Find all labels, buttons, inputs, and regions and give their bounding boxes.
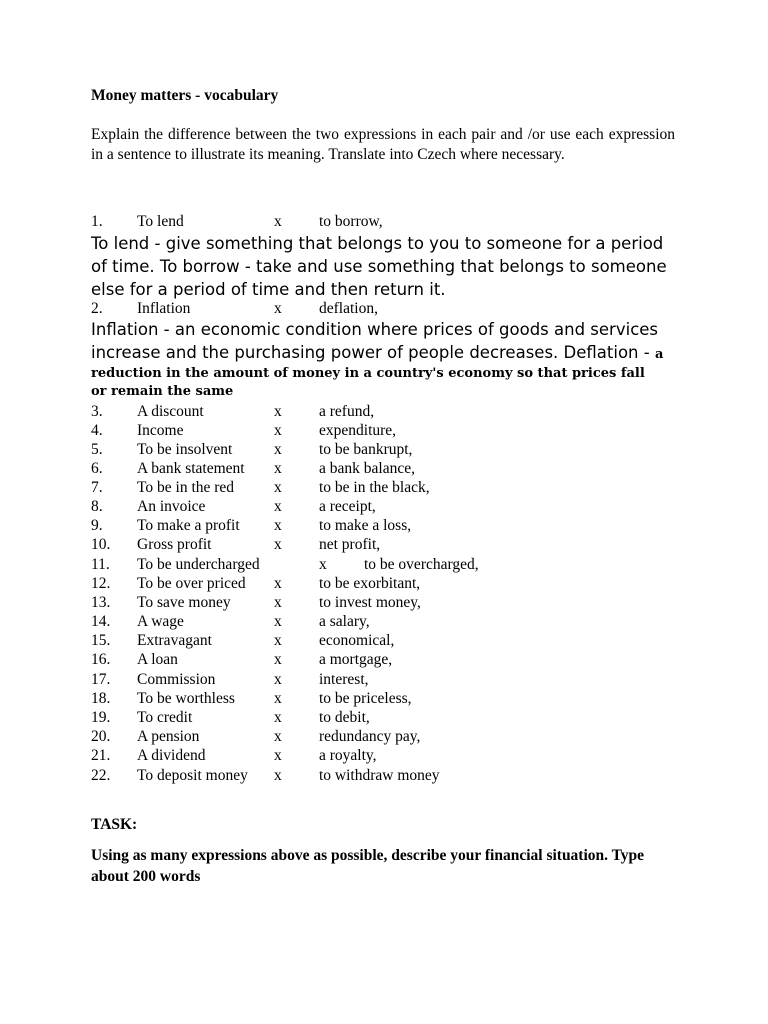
pair-number: 11. xyxy=(91,556,110,573)
pair-number: 12. xyxy=(91,575,111,592)
pair-term-a: To be insolvent xyxy=(137,441,233,458)
pair-separator: x xyxy=(274,460,282,477)
pair-number: 13. xyxy=(91,594,111,611)
pair-term-a: Inflation xyxy=(137,300,191,317)
pair-separator: x xyxy=(274,575,282,592)
pair-term-a: To be undercharged xyxy=(137,556,260,573)
pair-term-b: expenditure, xyxy=(319,422,397,439)
pair-separator: x xyxy=(274,479,282,496)
pair-term-b: to invest money, xyxy=(319,594,421,611)
pair-term-a: To make a profit xyxy=(137,517,240,534)
pair-number: 15. xyxy=(91,632,111,649)
answer-2-small-line: reduction in the amount of money in a country's economy so that prices fall xyxy=(91,366,645,381)
pair-term-a: A wage xyxy=(137,613,184,630)
pair-separator: x xyxy=(274,536,282,553)
pair-term-a: A discount xyxy=(137,403,204,420)
pair-term-b: to debit, xyxy=(319,709,370,726)
pair-separator: x xyxy=(274,517,282,534)
answer-1-text: To lend - give something that belongs to you to someone for a period of time. To borrow - take and use something that belongs to someone else for a period of time and then return it. xyxy=(91,234,667,299)
pair-term-b: a receipt, xyxy=(319,498,376,515)
pair-term-a: Extravagant xyxy=(137,632,212,649)
task-body: Using as many expressions above as possible, describe your financial situation. Type about 200 words xyxy=(91,847,645,885)
pair-term-b: to make a loss, xyxy=(319,517,412,534)
answer-2-small-line: or remain the same xyxy=(91,384,234,399)
answer-2-text xyxy=(91,318,681,366)
pair-term-b: deflation, xyxy=(319,300,378,317)
pair-term-b: to borrow, xyxy=(319,213,383,230)
pair-number: 1. xyxy=(91,213,103,230)
pair-number: 6. xyxy=(91,460,103,477)
pair-separator: x xyxy=(274,767,282,784)
pair-term-b: to be priceless, xyxy=(319,690,412,707)
answer-2-small-start: a xyxy=(654,347,664,362)
pair-term-a: To credit xyxy=(137,709,193,726)
pair-term-b: to be overcharged, xyxy=(364,556,479,573)
pair-term-b: to be bankrupt, xyxy=(319,441,413,458)
pair-term-a: Commission xyxy=(137,671,216,688)
pair-separator: x xyxy=(274,300,282,317)
pair-term-a: A dividend xyxy=(137,747,206,764)
pair-separator: x xyxy=(274,690,282,707)
pair-separator: x xyxy=(274,403,282,420)
pair-term-b: economical, xyxy=(319,632,395,649)
pair-separator: x xyxy=(274,728,282,745)
pair-separator: x xyxy=(274,632,282,649)
pair-number: 10. xyxy=(91,536,111,553)
pair-term-b: a mortgage, xyxy=(319,651,393,668)
pair-term-b: a salary, xyxy=(319,613,370,630)
pair-term-a: A pension xyxy=(137,728,200,745)
pair-number: 2. xyxy=(91,300,103,317)
pair-number: 16. xyxy=(91,651,111,668)
pair-term-a: Gross profit xyxy=(137,536,212,553)
pair-term-a: Income xyxy=(137,422,184,439)
pair-number: 4. xyxy=(91,422,103,439)
pair-separator: x xyxy=(274,651,282,668)
pair-term-a: To deposit money xyxy=(137,767,248,784)
pair-term-b: to withdraw money xyxy=(319,767,440,784)
pair-term-a: To be over priced xyxy=(137,575,246,592)
pair-separator: x xyxy=(274,441,282,458)
page-title: Money matters - vocabulary xyxy=(91,87,279,104)
pair-number: 9. xyxy=(91,517,103,534)
pair-term-a: To lend xyxy=(137,213,184,230)
pair-number: 18. xyxy=(91,690,111,707)
pair-separator: x xyxy=(274,613,282,630)
pair-term-a: To save money xyxy=(137,594,231,611)
pair-number: 21. xyxy=(91,747,111,764)
pair-number: 19. xyxy=(91,709,111,726)
pair-term-a: To be worthless xyxy=(137,690,235,707)
pair-term-b: a refund, xyxy=(319,403,375,420)
pair-separator: x xyxy=(319,556,327,573)
answer-2-main: Inflation - an economic condition where prices of goods and services increase and the purchasing power of people decreases. Deflation - xyxy=(91,320,659,362)
pair-number: 17. xyxy=(91,671,111,688)
pair-term-b: interest, xyxy=(319,671,369,688)
pair-term-b: to be in the black, xyxy=(319,479,430,496)
pair-term-a: A bank statement xyxy=(137,460,245,477)
pair-number: 5. xyxy=(91,441,103,458)
pair-number: 7. xyxy=(91,479,103,496)
pair-number: 20. xyxy=(91,728,111,745)
pair-separator: x xyxy=(274,498,282,515)
pair-term-a: A loan xyxy=(137,651,178,668)
instructions-paragraph: Explain the difference between the two expressions in each pair and /or use each expression in a sentence to illustrate its meaning. Translate into Czech where necessary. xyxy=(91,126,675,163)
pair-separator: x xyxy=(274,594,282,611)
pair-number: 22. xyxy=(91,767,111,784)
pair-term-b: a bank balance, xyxy=(319,460,415,477)
pair-term-b: net profit, xyxy=(319,536,381,553)
pair-separator: x xyxy=(274,671,282,688)
pair-separator: x xyxy=(274,213,282,230)
pair-separator: x xyxy=(274,709,282,726)
pair-number: 14. xyxy=(91,613,111,630)
pair-term-b: redundancy pay, xyxy=(319,728,421,745)
pair-separator: x xyxy=(274,422,282,439)
pair-separator: x xyxy=(274,747,282,764)
pair-term-a: To be in the red xyxy=(137,479,235,496)
task-heading: TASK: xyxy=(91,816,138,833)
pair-number: 8. xyxy=(91,498,103,515)
pair-number: 3. xyxy=(91,403,103,420)
pair-term-b: to be exorbitant, xyxy=(319,575,421,592)
pair-term-b: a royalty, xyxy=(319,747,377,764)
pair-term-a: An invoice xyxy=(137,498,206,515)
